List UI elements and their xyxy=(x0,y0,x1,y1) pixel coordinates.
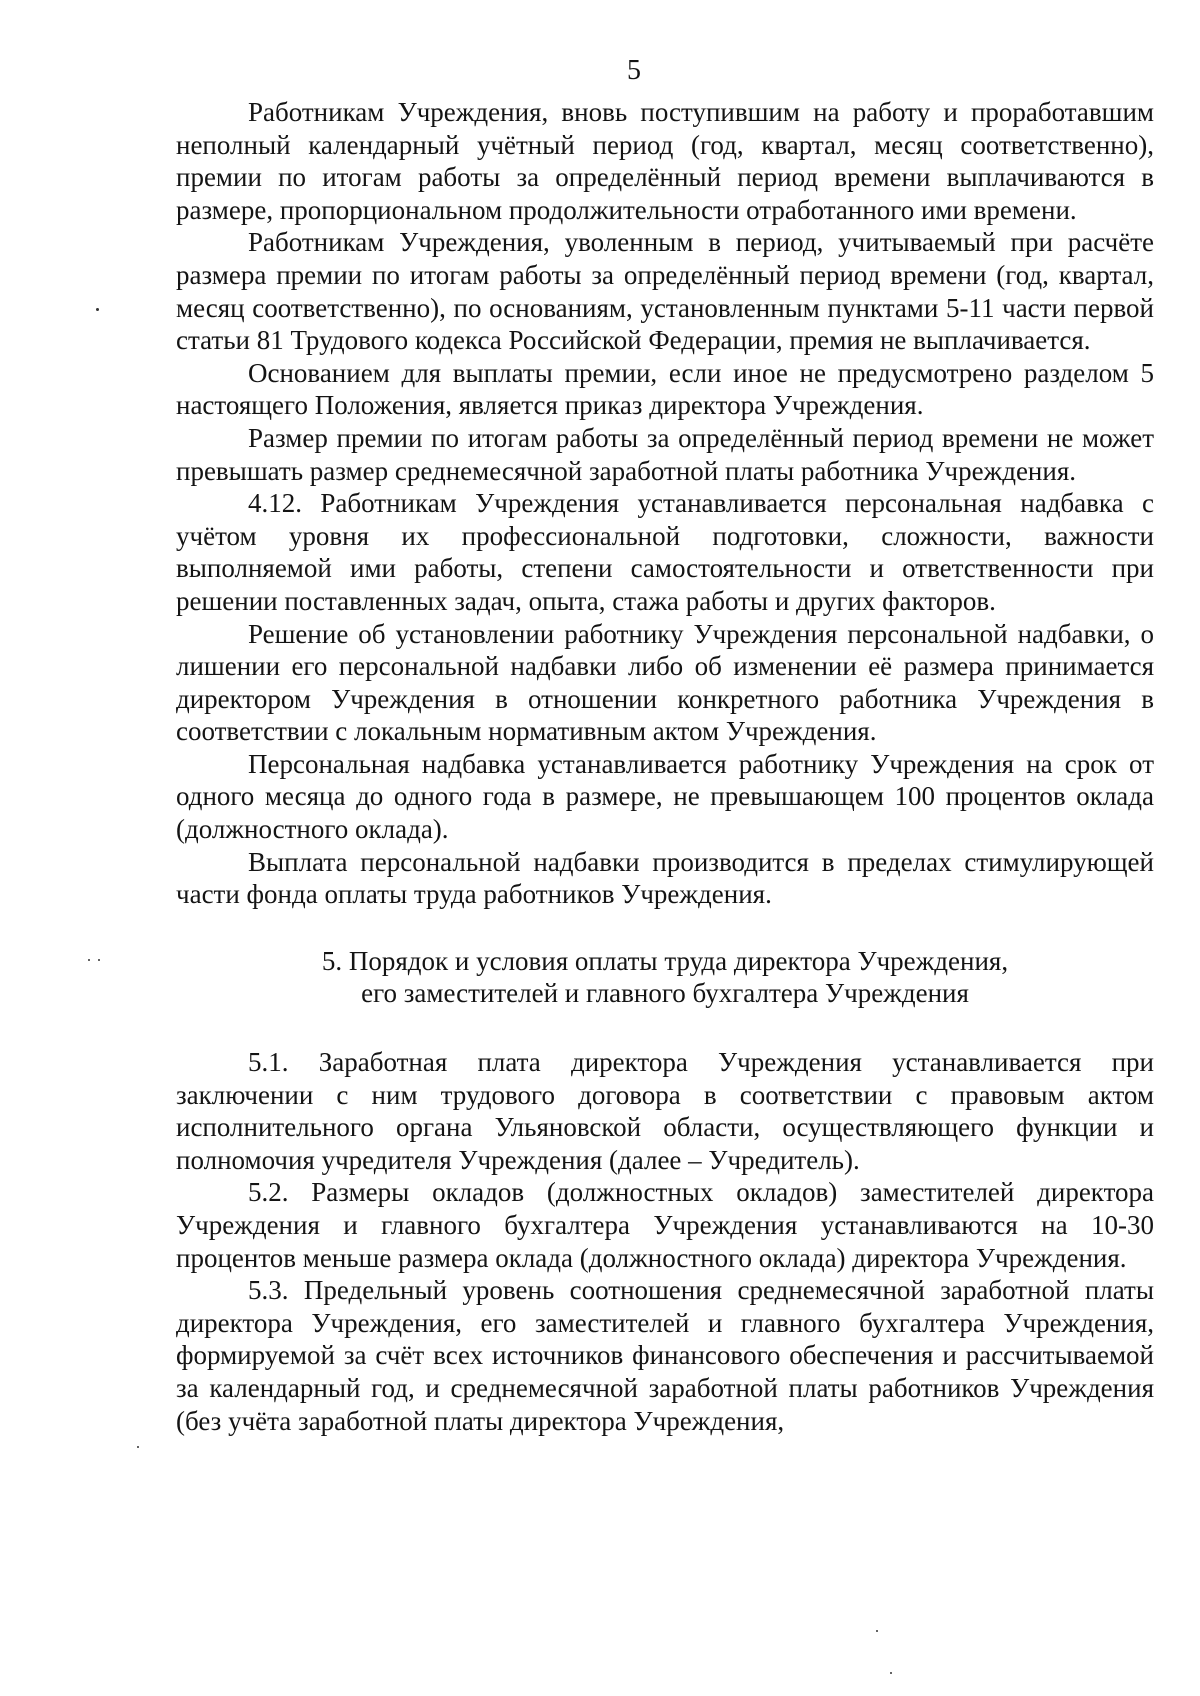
paragraph-premium-basis: Основанием для выплаты премии, если иное не предусмотрено разделом 5 настоящего Положения, является приказ директора Учреждения. xyxy=(176,357,1154,421)
paragraph-allowance-term: Персональная надбавка устанавливается работнику Учреждения на срок от одного месяца до одного года в размере, не превышающем 100 процентов оклада (должностного оклада). xyxy=(176,748,1154,845)
scan-speck xyxy=(890,1672,892,1674)
scan-speck xyxy=(96,308,99,311)
section-heading-line-1: 5. Порядок и условия оплаты труда директора Учреждения, xyxy=(321,945,1009,976)
paragraph-premium-dismissed: Работникам Учреждения, уволенным в период, учитываемый при расчёте размера премии по итогам работы за определённый период времени (год, квартал, месяц соответственно), по основаниям, установленным пунктами 5-11 части первой статьи 81 Трудового кодекса Российской Федерации, премия не выплачивается. xyxy=(176,227,1154,356)
paragraph-4-12: 4.12. Работникам Учреждения устанавливается персональная надбавка с учётом уровня их профессиональной подготовки, сложности, важности выполняемой ими работы, степени самостоятельности и ответственности при решении поставленных задач, опыта, стажа работы и других факторов. xyxy=(176,488,1154,616)
scan-speck xyxy=(137,1446,139,1448)
paragraph-allowance-decision: Решение об установлении работнику Учреждения персональной надбавки, о лишении его персональной надбавки либо об изменении её размера принимается директором Учреждения в отношении конкретного работника Учреждения в соответствии с локальным нормативным актом Учреждения. xyxy=(176,618,1154,747)
paragraph-premium-limit: Размер премии по итогам работы за определённый период времени не может превышать размер среднемесячной заработной платы работника Учреждения. xyxy=(176,422,1154,486)
section-heading-line-2: его заместителей и главного бухгалтера Учреждения xyxy=(361,978,969,1009)
paragraph-premium-new-employees: Работникам Учреждения, вновь поступившим на работу и проработавшим неполный календарный учётный период (год, квартал, месяц соответственно), премии по итогам работы за определённый период времени выплачиваются в размере, пропорциональном продолжительности отработанного ими времени. xyxy=(176,97,1154,225)
paragraph-5-3: 5.3. Предельный уровень соотношения среднемесячной заработной платы директора Учреждения, его заместителей и главного бухгалтера Учреждения, формируемой за счёт всех источников финансового обеспечения и рассчитываемой за календарный год, и среднемесячной заработной платы работников Учреждения (без учёта заработной платы директора Учреждения, xyxy=(176,1275,1154,1436)
paragraph-5-1: 5.1. Заработная плата директора Учреждения устанавливается при заключении с ним трудового договора в соответствии с правовым актом исполнительного органа Ульяновской области, осуществляющего функции и полномочия учредителя Учреждения (далее – Учредитель). xyxy=(176,1047,1154,1175)
scan-speck xyxy=(88,959,90,961)
section-heading xyxy=(176,945,1154,1010)
page-number: 5 xyxy=(627,55,641,86)
document-body xyxy=(176,96,1154,1437)
scan-speck xyxy=(98,959,100,961)
paragraph-5-2: 5.2. Размеры окладов (должностных окладов) заместителей директора Учреждения и главного бухгалтера Учреждения устанавливаются на 10-30 процентов меньше размера оклада (должностного оклада) директора Учреждения. xyxy=(176,1177,1154,1273)
paragraph-allowance-payment: Выплата персональной надбавки производится в пределах стимулирующей части фонда оплаты труда работников Учреждения. xyxy=(176,846,1154,910)
scan-speck xyxy=(876,1630,878,1632)
